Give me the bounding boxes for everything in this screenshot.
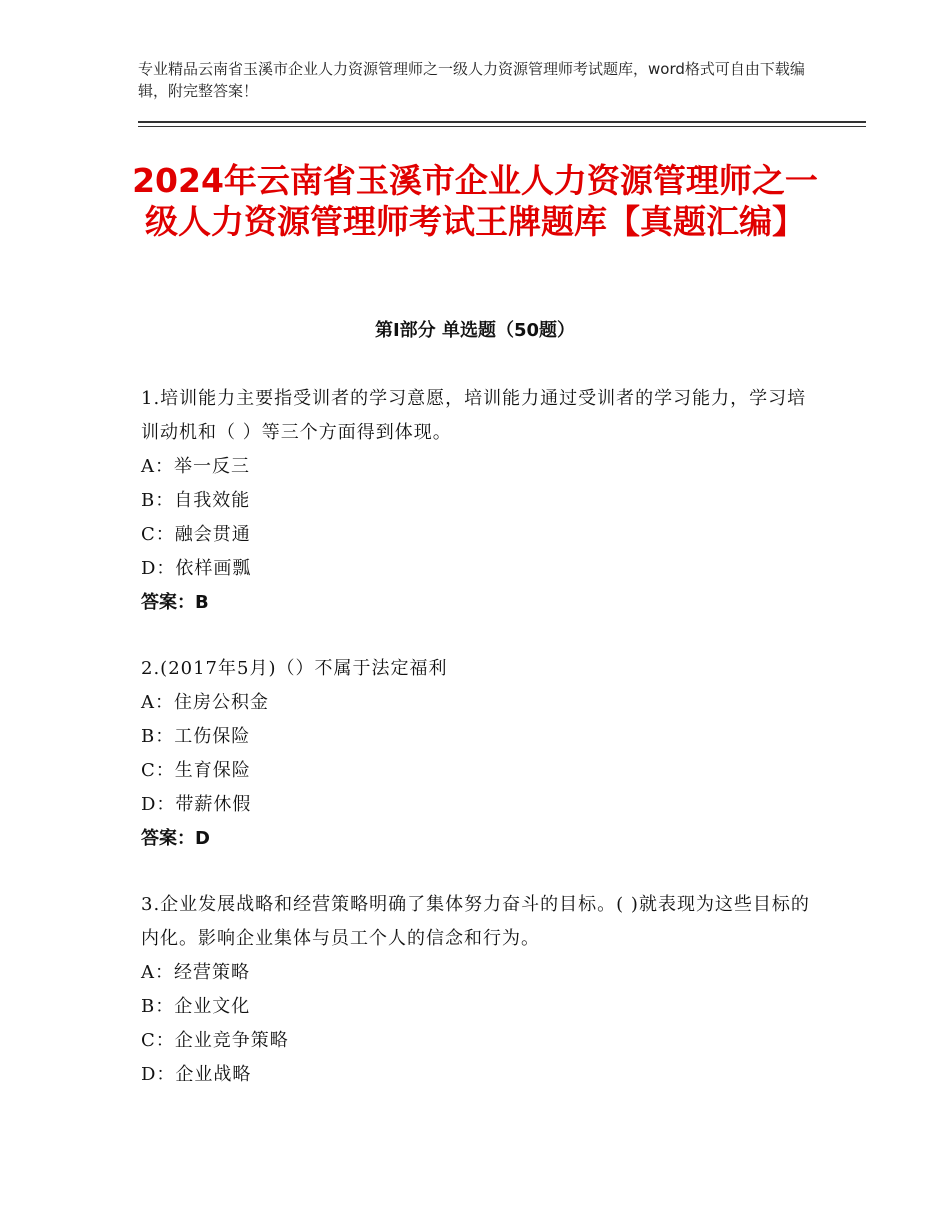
- option-a: A：举一反三: [141, 456, 250, 477]
- option-a: A：住房公积金: [141, 692, 269, 713]
- question-2: [141, 652, 821, 856]
- question-1: [141, 382, 821, 620]
- question-text: 3.企业发展战略和经营策略明确了集体努力奋斗的目标。( )就表现为这些目标的内化。影响企业集体与员工个人的信念和行为。: [141, 894, 810, 949]
- header-note: 专业精品云南省玉溪市企业人力资源管理师之一级人力资源管理师考试题库，word格式可自由下载编辑，附完整答案！: [138, 60, 805, 100]
- question-list: [141, 382, 821, 1124]
- option-a: A：经营策略: [141, 962, 250, 983]
- header-divider-thin: [138, 126, 866, 127]
- section-heading: 第Ⅰ部分 单选题（50题）: [374, 320, 575, 341]
- answer-line: 答案：D: [141, 828, 210, 849]
- option-c: C：融会贯通: [141, 524, 251, 545]
- option-c: C：企业竞争策略: [141, 1030, 289, 1051]
- header-divider-thick: [138, 121, 866, 123]
- option-d: D：企业战略: [141, 1064, 252, 1085]
- question-text: 2.(2017年5月)（）不属于法定福利: [141, 658, 448, 679]
- option-b: B：工伤保险: [141, 726, 251, 747]
- document-title: 2024年云南省玉溪市企业人力资源管理师之一级人力资源管理师考试王牌题库【真题汇编】: [132, 161, 818, 241]
- option-d: D：带薪休假: [141, 794, 252, 815]
- answer-line: 答案：B: [141, 592, 209, 613]
- option-b: B：企业文化: [141, 996, 251, 1017]
- question-3: [141, 888, 821, 1092]
- option-c: C：生育保险: [141, 760, 251, 781]
- option-b: B：自我效能: [141, 490, 251, 511]
- question-text: 1.培训能力主要指受训者的学习意愿，培训能力通过受训者的学习能力，学习培训动机和（ ）等三个方面得到体现。: [141, 388, 807, 443]
- option-d: D：依样画瓢: [141, 558, 252, 579]
